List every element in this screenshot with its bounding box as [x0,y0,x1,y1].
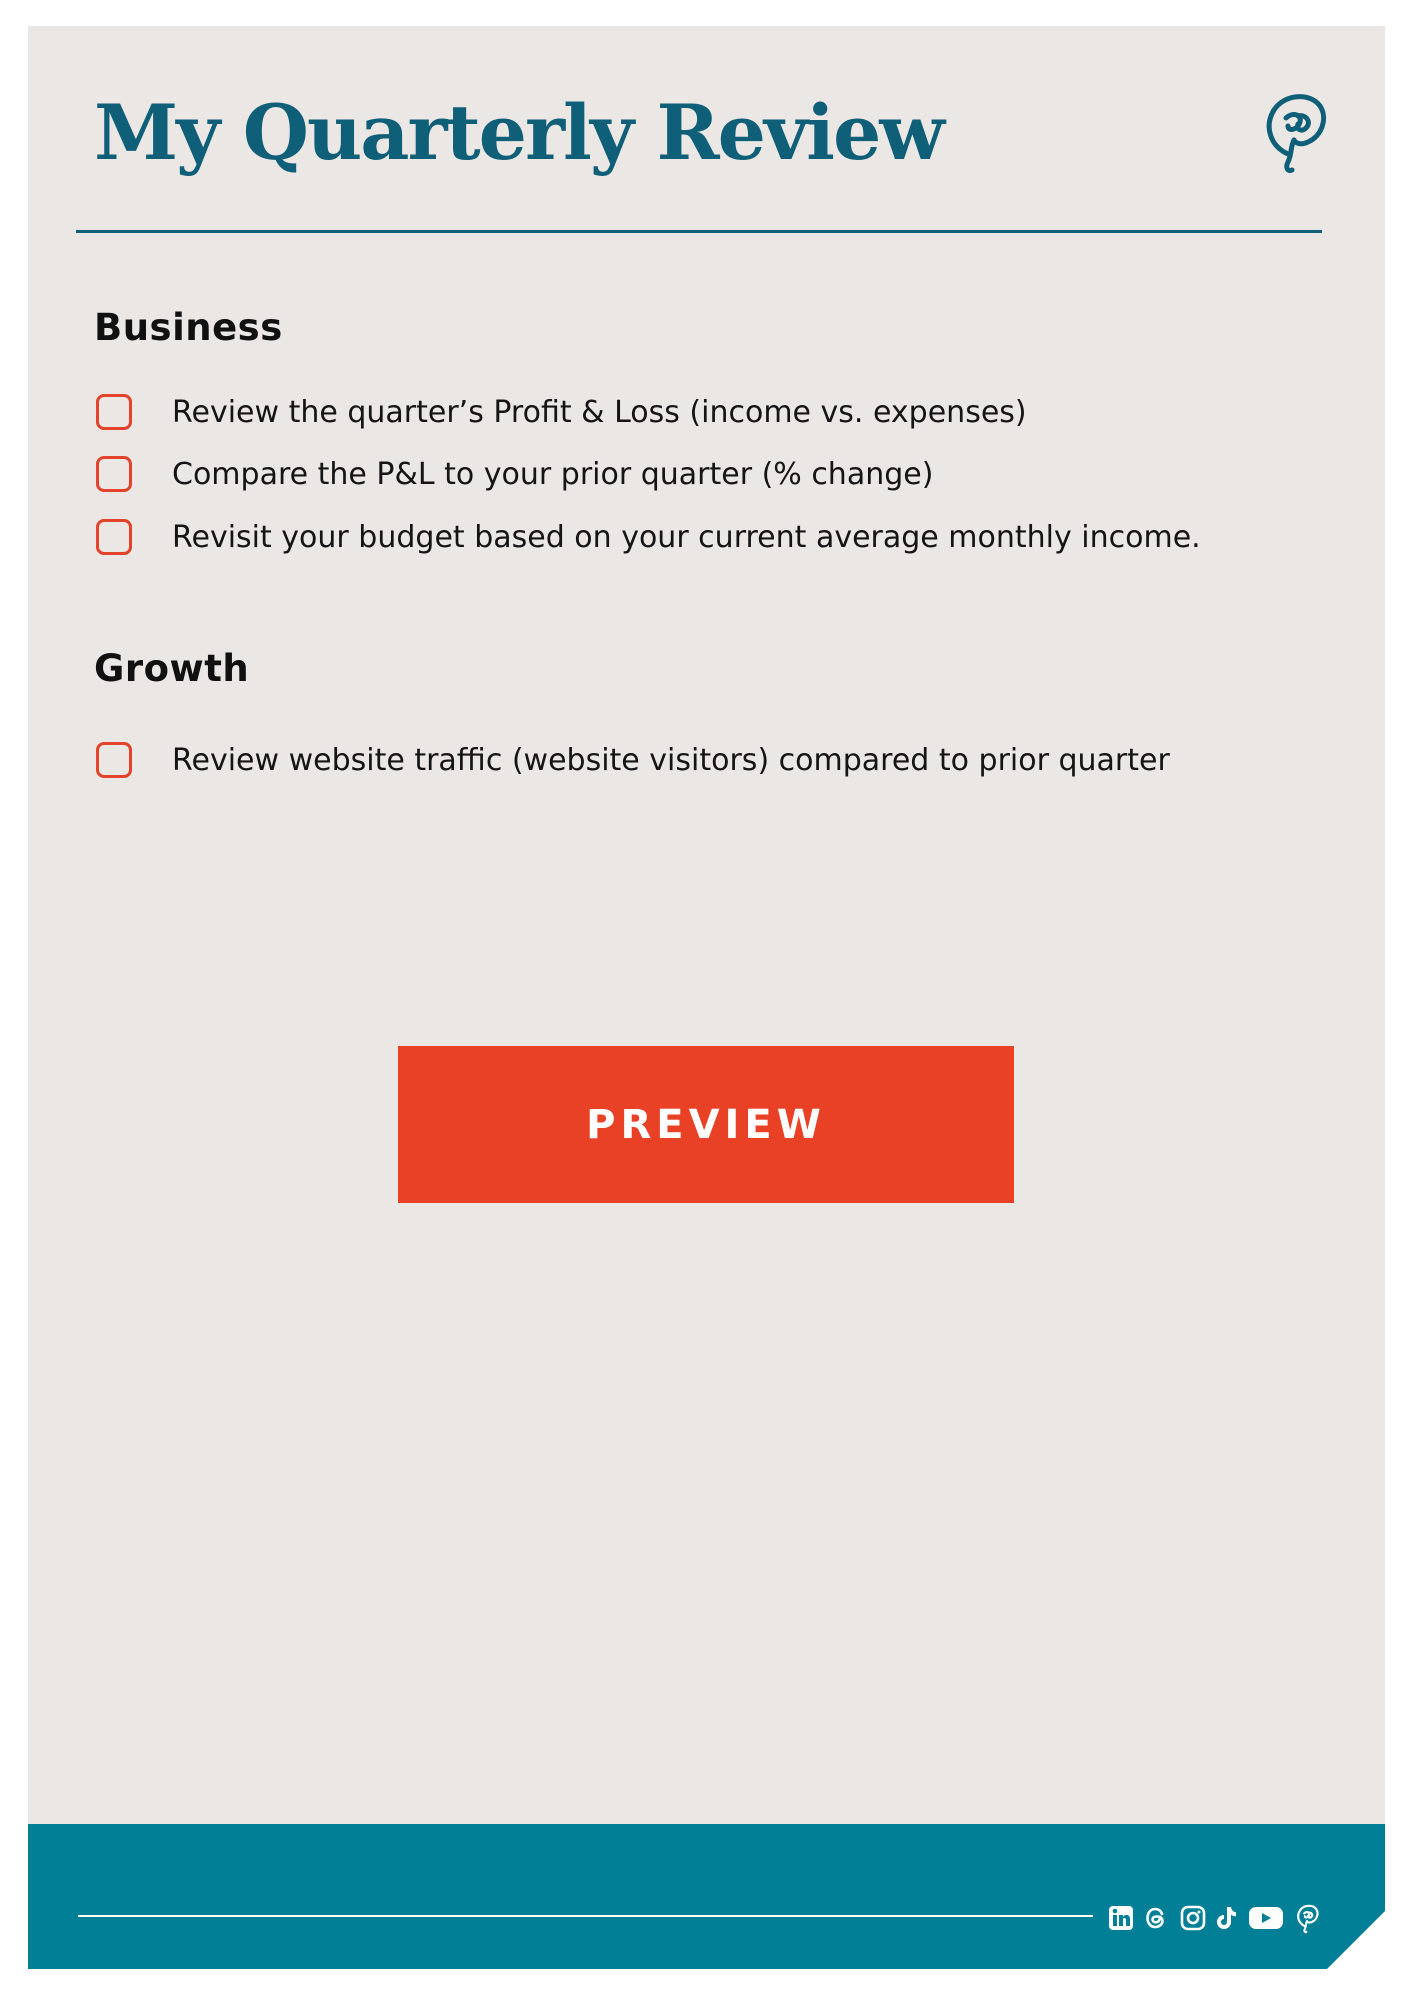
youtube-icon[interactable] [1248,1905,1284,1931]
brand-logo-icon[interactable] [1294,1902,1320,1934]
checkbox[interactable] [96,394,132,430]
preview-button[interactable] [398,1046,1014,1203]
section-heading-business: Business [94,306,283,349]
instagram-icon[interactable] [1180,1905,1206,1931]
footer-bar [28,1824,1385,1969]
tiktok-icon[interactable] [1216,1905,1238,1931]
footer-corner-cut [1327,1911,1385,1969]
threads-icon[interactable] [1144,1905,1170,1931]
checklist-item-label: Review the quarter’s Profit & Loss (income vs. expenses) [172,394,1027,430]
checkbox[interactable] [96,742,132,778]
linkedin-icon[interactable] [1108,1905,1134,1931]
footer-divider [78,1915,1093,1917]
checklist-item [96,514,1201,560]
checkbox[interactable] [96,456,132,492]
brand-logo-icon [1258,86,1330,176]
worksheet-page [28,26,1385,1969]
checklist-item [96,737,1170,783]
checklist-item-label: Compare the P&L to your prior quarter (% change) [172,456,934,492]
social-links [1108,1902,1320,1934]
checkbox[interactable] [96,519,132,555]
section-heading-growth: Growth [94,647,250,690]
title-divider [76,230,1322,233]
checklist-item [96,451,933,497]
page-title: My Quarterly Review [94,88,943,177]
checklist-item [96,389,1027,435]
checklist-item-label: Revisit your budget based on your current average monthly income. [172,519,1201,555]
checklist-item-label: Review website traffic (website visitors) compared to prior quarter [172,742,1170,778]
preview-button-label: PREVIEW [586,1101,826,1148]
